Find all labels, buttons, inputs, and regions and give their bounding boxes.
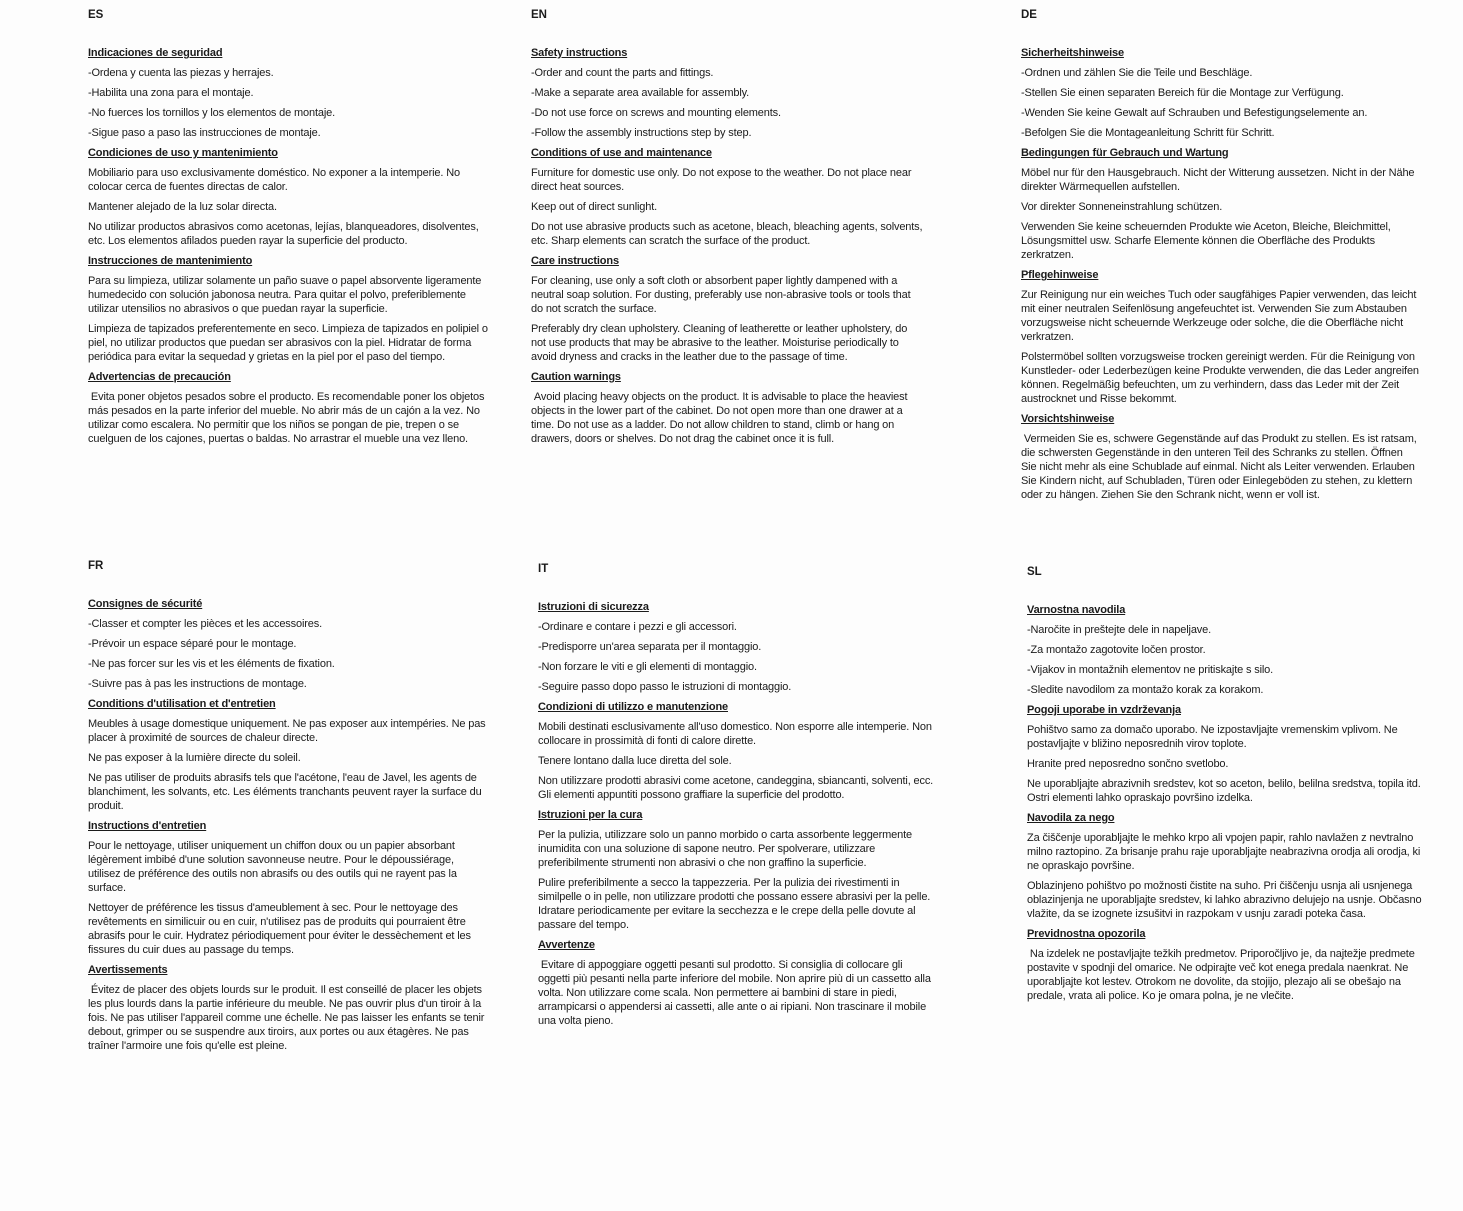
paragraph: -Seguire passo dopo passo le istruzioni di montaggio. bbox=[538, 681, 792, 693]
paragraph: Pulire preferibilmente a secco la tappezzeria. Per la pulizia dei rivestimenti in similpelle o in pelle, non utilizzare prodotti che possano essere abrasivi per la pelle. Idratare periodicamente per evitare la secchezza e le crepe della pelle dovute al passare del tempo. bbox=[538, 877, 934, 931]
section-list bbox=[88, 46, 491, 446]
paragraph: Na izdelek ne postavljajte težkih predmetov. Priporočljivo je, da najtežje predmete postavite v spodnji del omarice. Ne odpirajte več kot enega predala naenkrat. Ne uporabljajte kot lestev. Otrokom ne dovolite, da stojijo, plezajo ali se obešajo na predale, vrata ali police. Ko je omara polna, je ne vlečite. bbox=[1027, 948, 1418, 1002]
section-heading: Caution warnings bbox=[531, 371, 621, 383]
paragraph: Pohištvo samo za domačo uporabo. Ne izpostavljajte vremenskim vplivom. Ne postavljajte v bližino neposrednih virov toplote. bbox=[1027, 724, 1401, 750]
paragraph: Para su limpieza, utilizar solamente un paño suave o papel absorvente ligeramente humedecido con solución jabonosa neutra. Para quitar el polvo, preferiblemente utilizar utensilios no abrasivos o que puedan rayar la superficie. bbox=[88, 275, 485, 315]
paragraph: -No fuerces los tornillos y los elementos de montaje. bbox=[88, 107, 336, 119]
paragraph: Limpieza de tapizados preferentemente en seco. Limpieza de tapizados en polipiel o piel, no utilizar productos que puedan ser abrasivos con la piel. Hidratar de forma periódica para evitar la sequedad y grietas en la piel por el paso del tiempo. bbox=[88, 323, 491, 363]
paragraph: For cleaning, use only a soft cloth or absorbent paper lightly dampened with a neutral soap solution. For dusting, preferably use non-abrasive tools or tools that do not scratch the surface. bbox=[531, 275, 914, 315]
section-heading: Condizioni di utilizzo e manutenzione bbox=[538, 701, 728, 713]
paragraph: -Follow the assembly instructions step by step. bbox=[531, 127, 752, 139]
section-list bbox=[88, 597, 488, 1053]
section-heading: Vorsichtshinweise bbox=[1021, 413, 1115, 425]
paragraph: Polstermöbel sollten vorzugsweise trocken gereinigt werden. Für die Reinigung von Kunstleder- oder Lederbezügen keine Produkte verwenden, die das Leder angreifen können. Regelmäßig befeuchten, um zu verhindern, dass das Leder mit der Zeit austrocknet und Risse bekommt. bbox=[1021, 351, 1422, 405]
paragraph: -Stellen Sie einen separaten Bereich für die Montage zur Verfügung. bbox=[1021, 87, 1344, 99]
section-heading: Safety instructions bbox=[531, 47, 628, 59]
section-heading: Bedingungen für Gebrauch und Wartung bbox=[1021, 147, 1229, 159]
paragraph: Furniture for domestic use only. Do not expose to the weather. Do not place near direct heat sources. bbox=[531, 167, 915, 193]
language-code-label: SL bbox=[1027, 566, 1042, 578]
paragraph: Za čiščenje uporabljajte le mehko krpo ali vpojen papir, rahlo navlažen z nevtralno milno raztopino. Za brisanje prahu raje uporabljajte neabrazivna orodja ali orodja, ki ne opraskajo površine. bbox=[1027, 832, 1424, 872]
paragraph: -Naročite in preštejte dele in napeljave. bbox=[1027, 624, 1212, 636]
section-heading: Indicaciones de seguridad bbox=[88, 47, 223, 59]
lang-block-fr bbox=[88, 559, 488, 1059]
paragraph: Mobili destinati esclusivamente all'uso domestico. Non esporre alle intemperie. Non collocare in prossimità di fonti di calore dirette. bbox=[538, 721, 935, 747]
paragraph: Non utilizzare prodotti abrasivi come acetone, candeggina, sbiancanti, solventi, ecc. Gli elementi appuntiti possono graffiare la superficie del prodotto. bbox=[538, 775, 936, 801]
section-heading: Instrucciones de mantenimiento bbox=[88, 255, 253, 267]
paragraph: Évitez de placer des objets lourds sur le produit. Il est conseillé de placer les objets les plus lourds dans la partie inférieure du meuble. Ne pas ouvrir plus d'un tiroir à la fois. Ne pas utiliser l'appareil comme une échelle. Ne pas laisser les enfants se tenir debout, grimper ou se suspendre aux tiroirs, aux portes ou aux étagères. Ne pas traîner l'armoire une fois qu'elle est pleine. bbox=[88, 984, 488, 1052]
paragraph: -Do not use force on screws and mounting elements. bbox=[531, 107, 781, 119]
section-heading: Istruzioni di sicurezza bbox=[538, 601, 649, 613]
section-heading: Advertencias de precaución bbox=[88, 371, 231, 383]
lang-block-de bbox=[1021, 8, 1421, 508]
paragraph: Nettoyer de préférence les tissus d'ameublement à sec. Pour le nettoyage des revêtements en similicuir ou en cuir, n'utilisez pas de produits qui pourraient être abrasifs pour le cuir. Hydratez périodiquement pour éviter le dessèchement et les fissures du cuir dues au passage du temps. bbox=[88, 902, 474, 956]
paragraph: -Ordnen und zählen Sie die Teile und Beschläge. bbox=[1021, 67, 1253, 79]
paragraph: -Prévoir un espace séparé pour le montage. bbox=[88, 638, 297, 650]
section-heading: Conditions of use and maintenance bbox=[531, 147, 712, 159]
paragraph: Hranite pred neposredno sončno svetlobo. bbox=[1027, 758, 1229, 770]
paragraph: Tenere lontano dalla luce diretta del sole. bbox=[538, 755, 732, 767]
paragraph: Do not use abrasive products such as acetone, bleach, bleaching agents, solvents, etc. Sharp elements can scratch the surface of the product. bbox=[531, 221, 926, 247]
paragraph: Mobiliario para uso exclusivamente doméstico. No exponer a la intemperie. No colocar cerca de fuentes directas de calor. bbox=[88, 167, 463, 193]
lang-block-en bbox=[531, 8, 926, 452]
paragraph: Keep out of direct sunlight. bbox=[531, 201, 658, 213]
section-heading: Pogoji uporabe in vzdrževanja bbox=[1027, 704, 1181, 716]
paragraph: -Order and count the parts and fittings. bbox=[531, 67, 714, 79]
paragraph: -Sigue paso a paso las instrucciones de montaje. bbox=[88, 127, 321, 139]
language-code-label: IT bbox=[538, 563, 549, 575]
section-heading: Conditions d'utilisation et d'entretien bbox=[88, 698, 276, 710]
paragraph: -Predisporre un'area separata per il montaggio. bbox=[538, 641, 762, 653]
paragraph: -Suivre pas à pas les instructions de montage. bbox=[88, 678, 307, 690]
language-code-label: FR bbox=[88, 560, 104, 572]
section-heading: Pflegehinweise bbox=[1021, 269, 1099, 281]
paragraph: Ne pas exposer à la lumière directe du soleil. bbox=[88, 752, 301, 764]
section-list bbox=[1027, 603, 1427, 1003]
paragraph: -Ne pas forcer sur les vis et les éléments de fixation. bbox=[88, 658, 335, 670]
paragraph: -Befolgen Sie die Montageanleitung Schritt für Schritt. bbox=[1021, 127, 1275, 139]
paragraph: -Habilita una zona para el montaje. bbox=[88, 87, 254, 99]
lang-block-sl bbox=[1027, 565, 1427, 1009]
section-heading: Varnostna navodila bbox=[1027, 604, 1126, 616]
paragraph: Preferably dry clean upholstery. Cleaning of leatherette or leather upholstery, do not use products that may be abrasive to the leather. Moisturise periodically to avoid dryness and cracks in the leather due to the passage of time. bbox=[531, 323, 911, 363]
paragraph: Evitare di appoggiare oggetti pesanti sul prodotto. Si consiglia di collocare gli oggetti più pesanti nella parte inferiore del mobile. Non aprire più di un cassetto alla volta. Non utilizzare come scala. Non permettere ai bambini di stare in piedi, arrampicarsi o appendersi ai cassetti, alle ante o ai ripiani. Non trascinare il mobile una volta pieno. bbox=[538, 959, 934, 1027]
paragraph: Pour le nettoyage, utiliser uniquement un chiffon doux ou un papier absorbant légèrement imbibé d'une solution savonneuse neutre. Pour le dépoussiérage, utilisez de préférence des outils non abrasifs ou des outils qui ne rayent pas la surface. bbox=[88, 840, 460, 894]
section-heading: Condiciones de uso y mantenimiento bbox=[88, 147, 278, 159]
paragraph: -Ordena y cuenta las piezas y herrajes. bbox=[88, 67, 274, 79]
paragraph: -Non forzare le viti e gli elementi di montaggio. bbox=[538, 661, 757, 673]
paragraph: Mantener alejado de la luz solar directa. bbox=[88, 201, 277, 213]
section-heading: Avvertenze bbox=[538, 939, 595, 951]
paragraph: -Ordinare e contare i pezzi e gli accessori. bbox=[538, 621, 737, 633]
paragraph: Vermeiden Sie es, schwere Gegenstände auf das Produkt zu stellen. Es ist ratsam, die schwersten Gegenstände in den unteren Teil des Schranks zu stellen. Öffnen Sie nicht mehr als eine Schublade auf einmal. Nicht als Leiter verwenden. Erlauben Sie Kindern nicht, auf Schubladen, Türen oder Einlegeböden zu stehen, zu klettern oder zu hängen. Ziehen Sie den Schrank nicht, wenn er voll ist. bbox=[1021, 433, 1420, 501]
lang-block-es bbox=[88, 8, 491, 452]
paragraph: -Sledite navodilom za montažo korak za korakom. bbox=[1027, 684, 1264, 696]
paragraph: Per la pulizia, utilizzare solo un panno morbido o carta assorbente leggermente inumidita con una soluzione di sapone neutro. Per spolverare, utilizzare preferibilmente strumenti non abrasivi o che non graffino la superficie. bbox=[538, 829, 915, 869]
section-list bbox=[1021, 46, 1421, 502]
paragraph: -Classer et compter les pièces et les accessoires. bbox=[88, 618, 322, 630]
section-heading: Navodila za nego bbox=[1027, 812, 1115, 824]
paragraph: Zur Reinigung nur ein weiches Tuch oder saugfähiges Papier verwenden, das leicht mit einer neutralen Seifenlösung angefeuchtet ist. Verwenden Sie zum Abstauben vorzugsweise nicht scheuernde Werkzeuge oder solche, die die Oberfläche nicht verkratzen. bbox=[1021, 289, 1420, 343]
section-heading: Consignes de sécurité bbox=[88, 598, 203, 610]
paragraph: Meubles à usage domestique uniquement. Ne pas exposer aux intempéries. Ne pas placer à proximité de sources de chaleur directe. bbox=[88, 718, 489, 744]
paragraph: -Za montažo zagotovite ločen prostor. bbox=[1027, 644, 1206, 656]
paragraph: Evita poner objetos pesados sobre el producto. Es recomendable poner los objetos más pesados en la parte inferior del mueble. No abrir más de un cajón a la vez. No utilizar como escalera. No permitir que los niños se pongan de pie, trepen o se cuelguen de los cajones, puertas o baldas. No arrastrar el mueble una vez lleno. bbox=[88, 391, 488, 445]
section-list bbox=[538, 600, 934, 1028]
paragraph: Oblazinjeno pohištvo po možnosti čistite na suho. Pri čiščenju usnja ali usnjenega oblazinjenja ne uporabljajte sredstev, ki lahko abrazivno delujejo na usnje. Občasno vlažite, da se izognete izsušitvi in razpokam v usnju zaradi poteka časa. bbox=[1027, 880, 1425, 920]
paragraph: -Vijakov in montažnih elementov ne pritiskajte s silo. bbox=[1027, 664, 1274, 676]
paragraph: Möbel nur für den Hausgebrauch. Nicht der Witterung aussetzen. Nicht in der Nähe direkter Wärmequellen aufstellen. bbox=[1021, 167, 1418, 193]
section-heading: Avertissements bbox=[88, 964, 168, 976]
section-heading: Care instructions bbox=[531, 255, 619, 267]
paragraph: Verwenden Sie keine scheuernden Produkte wie Aceton, Bleiche, Bleichmittel, Lösungsmittel usw. Scharfe Elemente können die Oberfläche des Produkts zerkratzen. bbox=[1021, 221, 1394, 261]
section-heading: Previdnostna opozorila bbox=[1027, 928, 1146, 940]
paragraph: -Make a separate area available for assembly. bbox=[531, 87, 750, 99]
lang-block-it bbox=[538, 562, 934, 1034]
section-list bbox=[531, 46, 926, 446]
paragraph: Ne pas utiliser de produits abrasifs tels que l'acétone, l'eau de Javel, les agents de blanchiment, les solvants, etc. Les éléments tranchants peuvent rayer la surface du produit. bbox=[88, 772, 485, 812]
paragraph: Avoid placing heavy objects on the product. It is advisable to place the heaviest objects in the lower part of the cabinet. Do not open more than one drawer at a time. Do not use as a ladder. Do not allow children to stand, climb or hang on drawers, doors or shelves. Do not drag the cabinet once it is full. bbox=[531, 391, 911, 445]
section-heading: Instructions d'entretien bbox=[88, 820, 207, 832]
language-code-label: EN bbox=[531, 9, 547, 21]
language-code-label: DE bbox=[1021, 9, 1037, 21]
paragraph: -Wenden Sie keine Gewalt auf Schrauben und Befestigungselemente an. bbox=[1021, 107, 1368, 119]
paragraph: Vor direkter Sonneneinstrahlung schützen. bbox=[1021, 201, 1223, 213]
paragraph: Ne uporabljajte abrazivnih sredstev, kot so aceton, belilo, belilna sredstva, topila itd. Ostri elementi lahko opraskajo površino izdelka. bbox=[1027, 778, 1424, 804]
section-heading: Sicherheitshinweise bbox=[1021, 47, 1124, 59]
section-heading: Istruzioni per la cura bbox=[538, 809, 643, 821]
paragraph: No utilizar productos abrasivos como acetonas, lejías, blanqueadores, disolventes, etc. Los elementos afilados pueden rayar la superficie del producto. bbox=[88, 221, 482, 247]
language-code-label: ES bbox=[88, 9, 104, 21]
